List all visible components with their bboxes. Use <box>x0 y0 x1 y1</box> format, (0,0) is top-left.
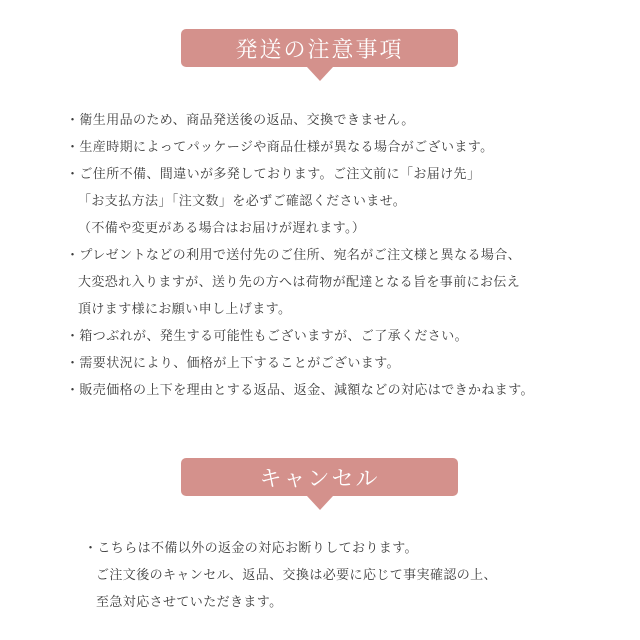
notice-line: ・箱つぶれが、発生する可能性もございますが、ご了承ください。 <box>66 329 469 344</box>
shipping-notice-title: 発送の注意事項 <box>235 37 404 63</box>
notice-line: ・需要状況により、価格が上下することがございます。 <box>66 356 400 371</box>
shipping-notice-heading <box>181 29 458 67</box>
notice-line: ・ご住所不備、間違いが多発しております。ご注文前に「お届け先」 <box>66 167 481 182</box>
notice-line: （不備や変更がある場合はお届けが遅れます。） <box>78 221 366 236</box>
notice-line: 大変恐れ入りますが、送り先の方へは荷物が配達となる旨を事前にお伝え <box>78 275 521 290</box>
cancel-notice-title: キャンセル <box>259 466 380 492</box>
notice-line: ・販売価格の上下を理由とする返品、返金、減額などの対応はできかねます。 <box>66 383 534 398</box>
notice-line: 頂けます様にお願い申し上げます。 <box>78 302 292 317</box>
notice-line: ご注文後のキャンセル、返品、交換は必要に応じて事実確認の上、 <box>96 568 497 583</box>
notice-line: ・プレゼントなどの利用で送付先のご住所、宛名がご注文様と異なる場合、 <box>66 248 522 263</box>
notice-line: 「お支払方法」「注文数」を必ずご確認くださいませ。 <box>78 194 407 209</box>
shipping-notice-list <box>66 111 626 408</box>
cancel-notice-heading <box>181 458 458 496</box>
notice-line: ・生産時期によってパッケージや商品仕様が異なる場合がございます。 <box>66 140 494 155</box>
cancel-notice-list <box>84 539 640 620</box>
notice-line: ・衛生用品のため、商品発送後の返品、交換できません。 <box>66 113 415 128</box>
notice-line: 至急対応させていただきます。 <box>96 595 283 610</box>
notice-line: ・こちらは不備以外の返金の対応お断りしております。 <box>84 541 418 556</box>
